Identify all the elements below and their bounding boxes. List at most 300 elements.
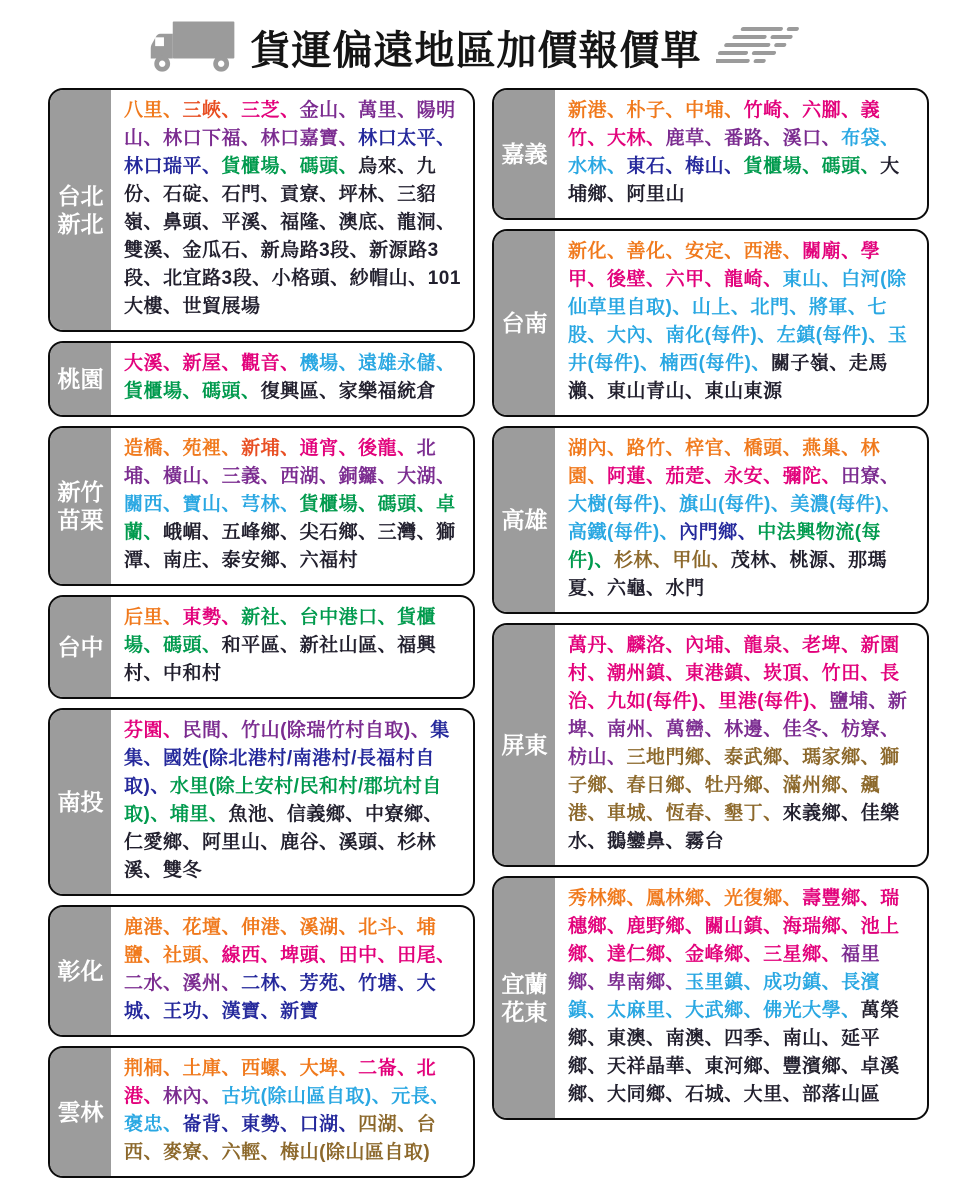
region-items-pingtung bbox=[555, 625, 927, 865]
region-item: 苑裡 bbox=[182, 438, 222, 459]
region-item: 八里 bbox=[124, 100, 164, 121]
region-item: 新埤 bbox=[568, 691, 908, 740]
item-separator: 、 bbox=[587, 1028, 608, 1049]
region-item: 碼頭 bbox=[299, 156, 339, 177]
region-item: 萬丹 bbox=[568, 635, 608, 656]
item-separator: 、 bbox=[587, 269, 608, 290]
item-separator: 、 bbox=[704, 1028, 725, 1049]
region-box-taichung bbox=[48, 595, 475, 699]
item-separator: 、 bbox=[587, 803, 608, 824]
region-item: 貨櫃場 bbox=[124, 607, 437, 656]
region-item: 溪州 bbox=[182, 973, 222, 994]
item-separator: 、 bbox=[436, 466, 456, 487]
item-separator: 、 bbox=[711, 550, 731, 571]
item-separator: 、 bbox=[260, 466, 281, 487]
region-item: 三星鄉 bbox=[763, 944, 822, 965]
region-item: 民間 bbox=[182, 720, 222, 741]
region-item: 茄萣 bbox=[665, 466, 705, 487]
region-item: 南化(每件) bbox=[665, 325, 758, 346]
region-item: 恆春 bbox=[665, 803, 705, 824]
item-separator: 、 bbox=[841, 100, 861, 121]
region-item: 金山 bbox=[299, 100, 339, 121]
region-item: 中法興物流(每件) bbox=[568, 522, 882, 571]
region-item: 走馬瀨 bbox=[568, 353, 888, 402]
region-item: 集集 bbox=[124, 720, 450, 769]
item-separator: 、 bbox=[587, 1000, 608, 1021]
item-separator: 、 bbox=[358, 494, 378, 515]
item-separator: 、 bbox=[587, 128, 608, 149]
region-item: 口湖 bbox=[299, 1114, 339, 1135]
region-item: 枋寮 bbox=[841, 719, 881, 740]
region-item: 社頭 bbox=[163, 945, 203, 966]
region-label-line: 雲林 bbox=[57, 1098, 104, 1125]
regions-grid bbox=[0, 88, 960, 1192]
region-box-pingtung bbox=[492, 623, 929, 867]
region-item: 竹山(除瑞竹村自取) bbox=[241, 720, 411, 741]
region-label-tainan bbox=[494, 231, 555, 415]
region-item: 霧台 bbox=[685, 831, 725, 852]
region-box-changhua bbox=[48, 905, 475, 1037]
region-item: 卓蘭 bbox=[124, 494, 456, 543]
region-item: 信義鄉 bbox=[286, 804, 346, 825]
item-separator: 、 bbox=[410, 720, 431, 741]
region-item: 梅山(除山區自取) bbox=[280, 1142, 431, 1163]
item-separator: 、 bbox=[646, 803, 666, 824]
item-separator: 、 bbox=[665, 944, 686, 965]
item-separator: 、 bbox=[607, 100, 627, 121]
region-item: 內門鄉 bbox=[679, 522, 738, 543]
region-item: 機場 bbox=[299, 353, 339, 374]
region-item: 溪湖 bbox=[299, 917, 339, 938]
region-item: 二林 bbox=[241, 973, 281, 994]
item-separator: 、 bbox=[163, 240, 183, 261]
region-item: 水門 bbox=[665, 578, 705, 599]
item-separator: 、 bbox=[860, 888, 881, 909]
item-separator: 、 bbox=[377, 832, 398, 853]
item-separator: 、 bbox=[868, 691, 888, 712]
region-item: 那瑪夏 bbox=[568, 550, 887, 599]
region-item: 飆港 bbox=[568, 775, 881, 824]
region-item: 林園 bbox=[568, 438, 881, 487]
item-separator: 、 bbox=[665, 663, 686, 684]
region-item: 後壁 bbox=[607, 269, 647, 290]
item-separator: 、 bbox=[143, 860, 164, 881]
region-item: 壽豐鄉 bbox=[802, 888, 861, 909]
region-item: 來義鄉 bbox=[782, 803, 842, 824]
item-separator: 、 bbox=[587, 466, 608, 487]
region-item: 田中 bbox=[338, 945, 378, 966]
item-separator: 、 bbox=[252, 268, 272, 289]
item-separator: 、 bbox=[607, 184, 627, 205]
item-separator: 、 bbox=[349, 240, 370, 261]
region-item: 部落山區 bbox=[802, 1084, 881, 1105]
item-separator: 、 bbox=[821, 944, 842, 965]
region-item: 湖內 bbox=[568, 438, 608, 459]
region-item: 崙背 bbox=[182, 1114, 222, 1135]
region-item: 貢寮 bbox=[280, 184, 320, 205]
item-separator: 、 bbox=[587, 325, 608, 346]
item-separator: 、 bbox=[260, 212, 281, 233]
item-separator: 、 bbox=[763, 466, 783, 487]
region-item: 烏來 bbox=[358, 156, 398, 177]
region-item: 成功鎮 bbox=[763, 972, 822, 993]
item-separator: 、 bbox=[397, 438, 417, 459]
region-item: 大溪 bbox=[124, 353, 164, 374]
column-right bbox=[492, 88, 929, 1120]
region-item: 線西 bbox=[221, 945, 261, 966]
region-item: 關廟 bbox=[802, 241, 842, 262]
item-separator: 、 bbox=[704, 888, 725, 909]
region-item: 紗帽山 bbox=[349, 268, 409, 289]
item-separator: 、 bbox=[330, 268, 350, 289]
region-item: 埔里 bbox=[169, 804, 209, 825]
item-separator: 、 bbox=[607, 747, 627, 768]
item-separator: 、 bbox=[143, 268, 164, 289]
region-item: 東河鄉 bbox=[704, 1056, 764, 1077]
region-box-hsinchu-miaoli bbox=[48, 426, 475, 586]
item-separator: 、 bbox=[882, 494, 902, 515]
item-separator: 、 bbox=[607, 156, 627, 177]
item-separator: 、 bbox=[241, 240, 261, 261]
region-item: 東澳 bbox=[607, 1028, 647, 1049]
region-item: 新港 bbox=[568, 100, 608, 121]
region-label-yilan-huatung bbox=[494, 878, 555, 1118]
item-separator: 、 bbox=[743, 1000, 764, 1021]
item-separator: 、 bbox=[821, 269, 842, 290]
region-box-taipei-newtaipei bbox=[48, 88, 475, 332]
region-item: 大埔鄉 bbox=[568, 156, 900, 205]
region-item: 王功 bbox=[163, 1001, 203, 1022]
region-item: 里港(每件) bbox=[718, 691, 810, 712]
region-item: 碼頭 bbox=[202, 381, 242, 402]
region-item: 田尾 bbox=[397, 945, 437, 966]
region-item: 崁頂 bbox=[763, 663, 803, 684]
region-item: 鳳林鄉 bbox=[646, 888, 705, 909]
region-item: 鹿港 bbox=[124, 917, 164, 938]
item-separator: 、 bbox=[704, 466, 725, 487]
item-separator: 、 bbox=[280, 917, 300, 938]
item-separator: 、 bbox=[665, 1000, 686, 1021]
region-item: 六輕 bbox=[221, 1142, 261, 1163]
item-separator: 、 bbox=[841, 438, 861, 459]
item-separator: 、 bbox=[665, 100, 686, 121]
item-separator: 、 bbox=[587, 1084, 608, 1105]
item-separator: 、 bbox=[397, 156, 417, 177]
item-separator: 、 bbox=[338, 353, 359, 374]
item-separator: 、 bbox=[763, 803, 783, 824]
region-item: 花壇 bbox=[182, 917, 222, 938]
region-items-taoyuan bbox=[111, 343, 473, 415]
region-item: 大林 bbox=[607, 128, 647, 149]
item-separator: 、 bbox=[782, 438, 803, 459]
item-separator: 、 bbox=[163, 607, 183, 628]
item-separator: 、 bbox=[646, 466, 666, 487]
region-item: 福興村 bbox=[124, 635, 437, 684]
region-item: 路竹 bbox=[626, 438, 666, 459]
region-label-yunlin bbox=[50, 1048, 111, 1176]
region-item: 和平區 bbox=[221, 635, 281, 656]
item-separator: 、 bbox=[659, 494, 680, 515]
region-items-taichung bbox=[111, 597, 473, 697]
item-separator: 、 bbox=[704, 128, 725, 149]
item-separator: 、 bbox=[377, 212, 398, 233]
item-separator: 、 bbox=[704, 747, 725, 768]
region-item: 土庫 bbox=[182, 1058, 222, 1079]
item-separator: 、 bbox=[163, 1114, 183, 1135]
region-label-line: 高雄 bbox=[501, 506, 548, 533]
item-separator: 、 bbox=[319, 945, 339, 966]
region-item: 新屋 bbox=[182, 353, 222, 374]
region-item: 九份 bbox=[124, 156, 437, 205]
item-separator: 、 bbox=[150, 804, 170, 825]
region-item: 芳苑 bbox=[299, 973, 339, 994]
region-box-kaohsiung bbox=[492, 426, 929, 614]
region-item: 鹿草 bbox=[665, 128, 705, 149]
region-item: 延平鄉 bbox=[568, 1028, 881, 1077]
region-item: 通宵 bbox=[299, 438, 339, 459]
region-item: 貨櫃場 bbox=[221, 156, 281, 177]
item-separator: 、 bbox=[594, 550, 614, 571]
item-separator: 、 bbox=[143, 522, 164, 543]
region-item: 甲仙 bbox=[672, 550, 712, 571]
item-separator: 、 bbox=[221, 973, 242, 994]
region-item: 五峰鄉 bbox=[221, 522, 281, 543]
item-separator: 、 bbox=[685, 775, 705, 796]
region-item: 南山 bbox=[782, 1028, 822, 1049]
item-separator: 、 bbox=[809, 691, 830, 712]
item-separator: 、 bbox=[665, 156, 686, 177]
region-item: 二崙 bbox=[358, 1058, 398, 1079]
region-item: 大里 bbox=[743, 1084, 783, 1105]
region-label-taipei-newtaipei bbox=[50, 90, 111, 330]
region-item: 埤頭 bbox=[280, 945, 320, 966]
item-separator: 、 bbox=[763, 269, 783, 290]
item-separator: 、 bbox=[319, 381, 339, 402]
item-separator: 、 bbox=[397, 1058, 417, 1079]
item-separator: 、 bbox=[724, 1084, 744, 1105]
region-item: 鼻頭 bbox=[163, 212, 203, 233]
item-separator: 、 bbox=[408, 268, 428, 289]
item-separator: 、 bbox=[267, 804, 287, 825]
item-separator: 、 bbox=[587, 663, 608, 684]
item-separator: 、 bbox=[377, 635, 398, 656]
item-separator: 、 bbox=[763, 775, 783, 796]
region-item: 復興區 bbox=[260, 381, 320, 402]
region-item: 佳冬 bbox=[782, 719, 822, 740]
region-item: 觀音 bbox=[241, 353, 281, 374]
region-item: 彌陀 bbox=[782, 466, 822, 487]
item-separator: 、 bbox=[221, 100, 242, 121]
region-label-line: 南投 bbox=[57, 788, 104, 815]
item-separator: 、 bbox=[319, 184, 339, 205]
region-label-line: 宜蘭 bbox=[501, 970, 548, 997]
region-item: 鹿野鄉 bbox=[626, 916, 686, 937]
region-label-taichung bbox=[50, 597, 111, 697]
region-item: 貨櫃場 bbox=[124, 381, 183, 402]
region-item: 三地門鄉 bbox=[626, 747, 705, 768]
region-item: 中寮鄉 bbox=[364, 804, 424, 825]
item-separator: 、 bbox=[436, 212, 456, 233]
region-item: 麥寮 bbox=[163, 1142, 203, 1163]
item-separator: 、 bbox=[280, 100, 300, 121]
item-separator: 、 bbox=[150, 776, 170, 797]
region-item: 雙溪 bbox=[124, 240, 164, 261]
region-item: 萬榮鄉 bbox=[568, 1000, 900, 1049]
item-separator: 、 bbox=[607, 438, 627, 459]
item-separator: 、 bbox=[724, 156, 744, 177]
item-separator: 、 bbox=[587, 944, 608, 965]
item-separator: 、 bbox=[665, 438, 686, 459]
region-item: 南澳 bbox=[665, 1028, 705, 1049]
region-item: 後龍 bbox=[358, 438, 398, 459]
item-separator: 、 bbox=[182, 381, 203, 402]
item-separator: 、 bbox=[769, 550, 790, 571]
item-separator: 、 bbox=[319, 212, 339, 233]
page-header bbox=[0, 16, 960, 78]
region-label-pingtung bbox=[494, 625, 555, 865]
region-item: 楠西(每件) bbox=[659, 353, 752, 374]
item-separator: 、 bbox=[770, 494, 791, 515]
region-item: 北港 bbox=[124, 1058, 437, 1107]
item-separator: 、 bbox=[646, 719, 666, 740]
item-separator: 、 bbox=[345, 804, 365, 825]
item-separator: 、 bbox=[163, 720, 183, 741]
region-item: 燕巢 bbox=[802, 438, 842, 459]
region-item: 古坑(除山區自取) bbox=[221, 1086, 372, 1107]
region-item: 杉林 bbox=[613, 550, 653, 571]
region-label-line: 台南 bbox=[501, 309, 548, 336]
item-separator: 、 bbox=[821, 466, 842, 487]
item-separator: 、 bbox=[221, 1058, 242, 1079]
region-item: 石碇 bbox=[163, 184, 203, 205]
region-item: 美濃(每件) bbox=[790, 494, 882, 515]
region-item: 龍洞 bbox=[397, 212, 437, 233]
region-item: 三義 bbox=[221, 466, 261, 487]
item-separator: 、 bbox=[821, 1028, 842, 1049]
region-item: 坪林 bbox=[338, 184, 378, 205]
region-item: 台中港口 bbox=[299, 607, 378, 628]
item-separator: 、 bbox=[860, 663, 881, 684]
region-item: 車城 bbox=[607, 803, 647, 824]
item-separator: 、 bbox=[358, 522, 378, 543]
item-separator: 、 bbox=[665, 831, 686, 852]
region-item: 布袋 bbox=[841, 128, 881, 149]
speed-lines-icon bbox=[716, 25, 812, 69]
item-separator: 、 bbox=[202, 184, 222, 205]
region-item: 雙冬 bbox=[163, 860, 203, 881]
item-separator: 、 bbox=[743, 663, 764, 684]
item-separator: 、 bbox=[319, 466, 339, 487]
item-separator: 、 bbox=[397, 973, 417, 994]
region-item: 義竹 bbox=[568, 100, 881, 149]
region-item: 將軍 bbox=[808, 297, 848, 318]
region-item: 新園村 bbox=[568, 635, 900, 684]
region-item: 西港 bbox=[743, 241, 783, 262]
item-separator: 、 bbox=[338, 128, 359, 149]
region-label-line: 苗栗 bbox=[57, 507, 104, 533]
item-separator: 、 bbox=[221, 438, 242, 459]
item-separator: 、 bbox=[841, 241, 861, 262]
region-item: 北斗 bbox=[358, 917, 398, 938]
region-item: 新寶 bbox=[280, 1001, 320, 1022]
item-separator: 、 bbox=[587, 719, 608, 740]
item-separator: 、 bbox=[860, 156, 881, 177]
region-item: 銅鑼 bbox=[338, 466, 378, 487]
item-separator: 、 bbox=[241, 381, 261, 402]
item-separator: 、 bbox=[163, 494, 183, 515]
item-separator: 、 bbox=[659, 522, 680, 543]
item-separator: 、 bbox=[763, 1056, 783, 1077]
region-items-kaohsiung bbox=[555, 428, 927, 612]
region-item: 林口嘉寶 bbox=[260, 128, 339, 149]
region-item: 小格頭 bbox=[271, 268, 331, 289]
region-item: 福隆 bbox=[280, 212, 320, 233]
region-item: 泰安鄉 bbox=[221, 550, 281, 571]
item-separator: 、 bbox=[665, 635, 686, 656]
region-item: 三峽 bbox=[182, 100, 222, 121]
item-separator: 、 bbox=[202, 156, 222, 177]
region-item: 褒忠 bbox=[124, 1114, 164, 1135]
region-item: 長濱鎮 bbox=[568, 972, 881, 1021]
item-separator: 、 bbox=[607, 775, 627, 796]
region-items-hsinchu-miaoli bbox=[111, 428, 473, 584]
region-item: 山上 bbox=[691, 297, 731, 318]
region-item: 阿里山 bbox=[202, 832, 261, 853]
item-separator: 、 bbox=[763, 916, 783, 937]
region-label-taoyuan bbox=[50, 343, 111, 415]
item-separator: 、 bbox=[338, 917, 359, 938]
region-item: 梓官 bbox=[685, 438, 725, 459]
item-separator: 、 bbox=[751, 353, 771, 374]
region-box-tainan bbox=[492, 229, 929, 417]
region-item: 獅潭 bbox=[124, 522, 456, 571]
region-item: 秀林鄉 bbox=[568, 888, 627, 909]
region-item: 潮州鎮 bbox=[607, 663, 666, 684]
item-separator: 、 bbox=[665, 241, 686, 262]
item-separator: 、 bbox=[143, 184, 164, 205]
region-item: 杉林溪 bbox=[124, 832, 437, 881]
item-separator: 、 bbox=[847, 297, 868, 318]
region-item: 林口瑞平 bbox=[124, 156, 203, 177]
region-item: 佳樂水 bbox=[568, 803, 900, 852]
region-item: 竹田 bbox=[821, 663, 861, 684]
region-item: 左鎮(每件) bbox=[776, 325, 869, 346]
region-item: 卑南鄉 bbox=[607, 972, 666, 993]
item-separator: 、 bbox=[143, 635, 164, 656]
region-item: 新化 bbox=[568, 241, 608, 262]
item-separator: 、 bbox=[202, 1142, 222, 1163]
region-item: 東勢 bbox=[241, 1114, 281, 1135]
item-separator: 、 bbox=[685, 1056, 705, 1077]
region-item: 九如(每件) bbox=[607, 691, 699, 712]
item-separator: 、 bbox=[280, 438, 300, 459]
region-item: 老埤 bbox=[802, 635, 842, 656]
region-item: 桃源 bbox=[789, 550, 829, 571]
item-separator: 、 bbox=[587, 1056, 608, 1077]
item-separator: 、 bbox=[587, 578, 608, 599]
region-items-tainan bbox=[555, 231, 927, 415]
region-item: 萬里 bbox=[358, 100, 398, 121]
item-separator: 、 bbox=[880, 128, 900, 149]
region-items-yilan-huatung bbox=[555, 878, 927, 1118]
region-item: 碼頭 bbox=[377, 494, 417, 515]
truck-icon bbox=[149, 16, 237, 78]
region-item: 鵝鑾鼻 bbox=[607, 831, 666, 852]
region-item: 關子嶺 bbox=[770, 353, 830, 374]
region-label-line: 台中 bbox=[57, 633, 104, 660]
item-separator: 、 bbox=[221, 607, 242, 628]
item-separator: 、 bbox=[646, 269, 666, 290]
